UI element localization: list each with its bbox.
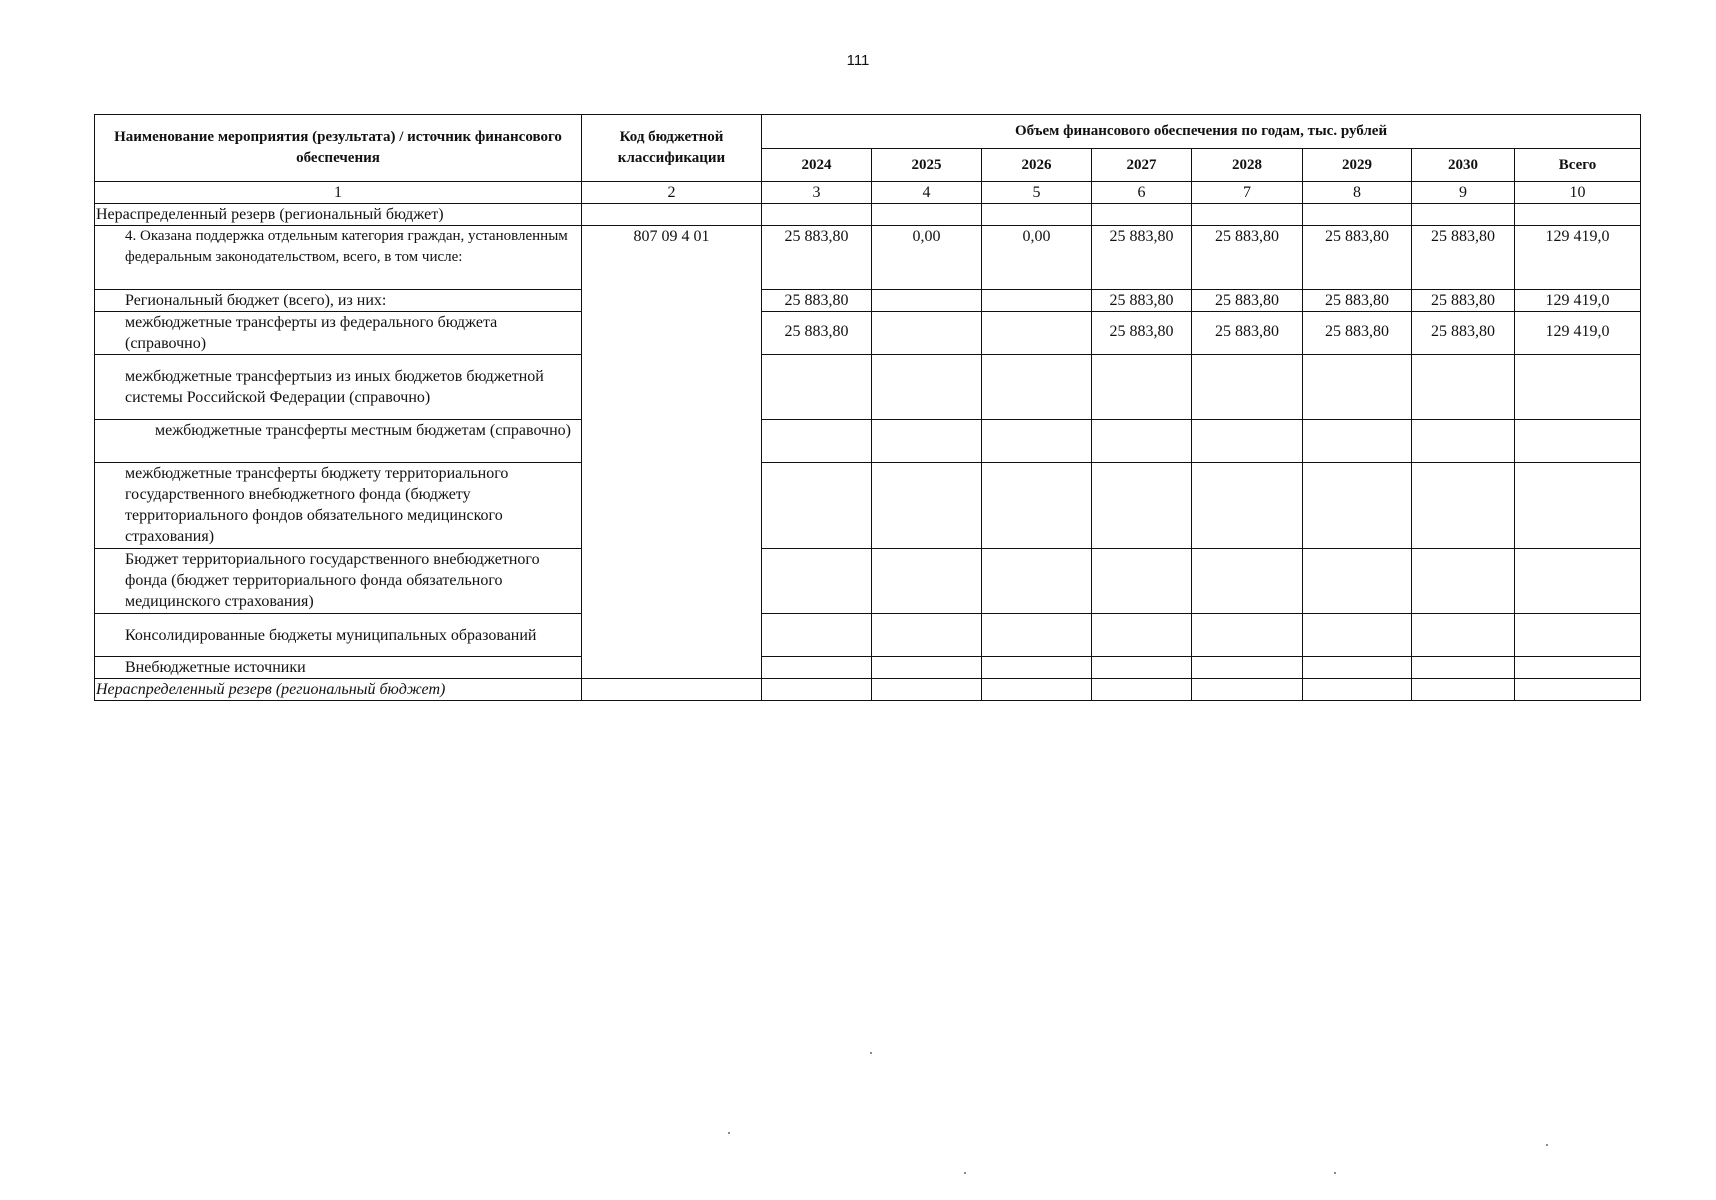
column-number: 6 — [1092, 182, 1192, 204]
value-cell: 25 883,80 — [1412, 312, 1515, 355]
value-cell: 0,00 — [982, 226, 1092, 290]
value-cell — [982, 290, 1092, 312]
total-cell: 129 419,0 — [1515, 290, 1641, 312]
header-name: Наименование мероприятия (результата) / источник финансового обеспечения — [95, 115, 582, 182]
header-total: Всего — [1515, 149, 1641, 182]
header-code: Код бюджетной классификации — [582, 115, 762, 182]
value-cell — [982, 312, 1092, 355]
value-cell: 25 883,80 — [1092, 290, 1192, 312]
value-cell: 25 883,80 — [1303, 290, 1412, 312]
row-label: межбюджетные трансферты бюджету территориального государственного внебюджетного фонда (бюджету территориального фондов обязательного медицинского страхования) — [95, 463, 582, 549]
header-year: 2030 — [1412, 149, 1515, 182]
value-cell: 0,00 — [872, 226, 982, 290]
value-cell: 25 883,80 — [1192, 226, 1303, 290]
value-cell: 25 883,80 — [1303, 312, 1412, 355]
table-row-territorial-transfers — [95, 463, 1641, 549]
table-row-extrabudgetary — [95, 657, 1641, 679]
row-label: Региональный бюджет (всего), из них: — [95, 290, 582, 312]
value-cell: 25 883,80 — [1192, 290, 1303, 312]
value-cell — [872, 312, 982, 355]
table-row-local-transfers — [95, 420, 1641, 463]
table-row-regional — [95, 290, 1641, 312]
row-label: Бюджет территориального государственного внебюджетного фонда (бюджет территориального фонда обязательного медицинского страхования) — [95, 549, 582, 614]
row-label: 4. Оказана поддержка отдельным категория граждан, установленным федеральным законодательством, всего, в том числе: — [95, 226, 582, 290]
row-label: Консолидированные бюджеты муниципальных образований — [95, 614, 582, 657]
budget-code: 807 09 4 01 — [582, 226, 762, 679]
header-year: 2027 — [1092, 149, 1192, 182]
column-number: 8 — [1303, 182, 1412, 204]
financing-table — [94, 114, 1641, 701]
value-cell: 25 883,80 — [762, 226, 872, 290]
scan-speck — [1546, 1144, 1548, 1146]
column-number: 4 — [872, 182, 982, 204]
row-label: Внебюджетные источники — [95, 657, 582, 679]
row-label: Нераспределенный резерв (региональный бюджет) — [95, 204, 582, 226]
scan-speck — [728, 1132, 730, 1134]
column-number-row — [95, 182, 1641, 204]
table-row-territorial-budget — [95, 549, 1641, 614]
table-row-main — [95, 226, 1641, 290]
value-cell: 25 883,80 — [1303, 226, 1412, 290]
value-cell: 25 883,80 — [762, 290, 872, 312]
row-label: Нераспределенный резерв (региональный бюджет) — [95, 679, 582, 701]
value-cell: 25 883,80 — [1092, 226, 1192, 290]
header-row-1 — [95, 115, 1641, 149]
total-cell: 129 419,0 — [1515, 226, 1641, 290]
row-label: межбюджетные трансфертыиз из иных бюджетов бюджетной системы Российской Федерации (справочно) — [95, 355, 582, 420]
column-number: 3 — [762, 182, 872, 204]
header-year: 2025 — [872, 149, 982, 182]
column-number: 5 — [982, 182, 1092, 204]
value-cell: 25 883,80 — [1192, 312, 1303, 355]
page-number: 111 — [846, 52, 870, 69]
value-cell — [872, 290, 982, 312]
scan-speck — [1334, 1172, 1336, 1174]
row-label: межбюджетные трансферты из федерального бюджета (справочно) — [95, 312, 582, 355]
value-cell: 25 883,80 — [1412, 290, 1515, 312]
column-number: 1 — [95, 182, 582, 204]
header-year: 2028 — [1192, 149, 1303, 182]
header-volume: Объем финансового обеспечения по годам, тыс. рублей — [762, 115, 1641, 149]
header-year: 2024 — [762, 149, 872, 182]
column-number: 2 — [582, 182, 762, 204]
scan-speck — [870, 1052, 872, 1054]
table-row-consolidated — [95, 614, 1641, 657]
column-number: 7 — [1192, 182, 1303, 204]
value-cell: 25 883,80 — [1412, 226, 1515, 290]
column-number: 10 — [1515, 182, 1641, 204]
scan-speck — [964, 1172, 966, 1174]
header-year: 2029 — [1303, 149, 1412, 182]
table-row-federal-transfers — [95, 312, 1641, 355]
total-cell: 129 419,0 — [1515, 312, 1641, 355]
value-cell: 25 883,80 — [1092, 312, 1192, 355]
header-year: 2026 — [982, 149, 1092, 182]
table-row-reserve-top — [95, 204, 1641, 226]
table-row-reserve-bottom — [95, 679, 1641, 701]
table-row-other-transfers — [95, 355, 1641, 420]
value-cell: 25 883,80 — [762, 312, 872, 355]
row-label: межбюджетные трансферты местным бюджетам (справочно) — [95, 420, 582, 463]
column-number: 9 — [1412, 182, 1515, 204]
